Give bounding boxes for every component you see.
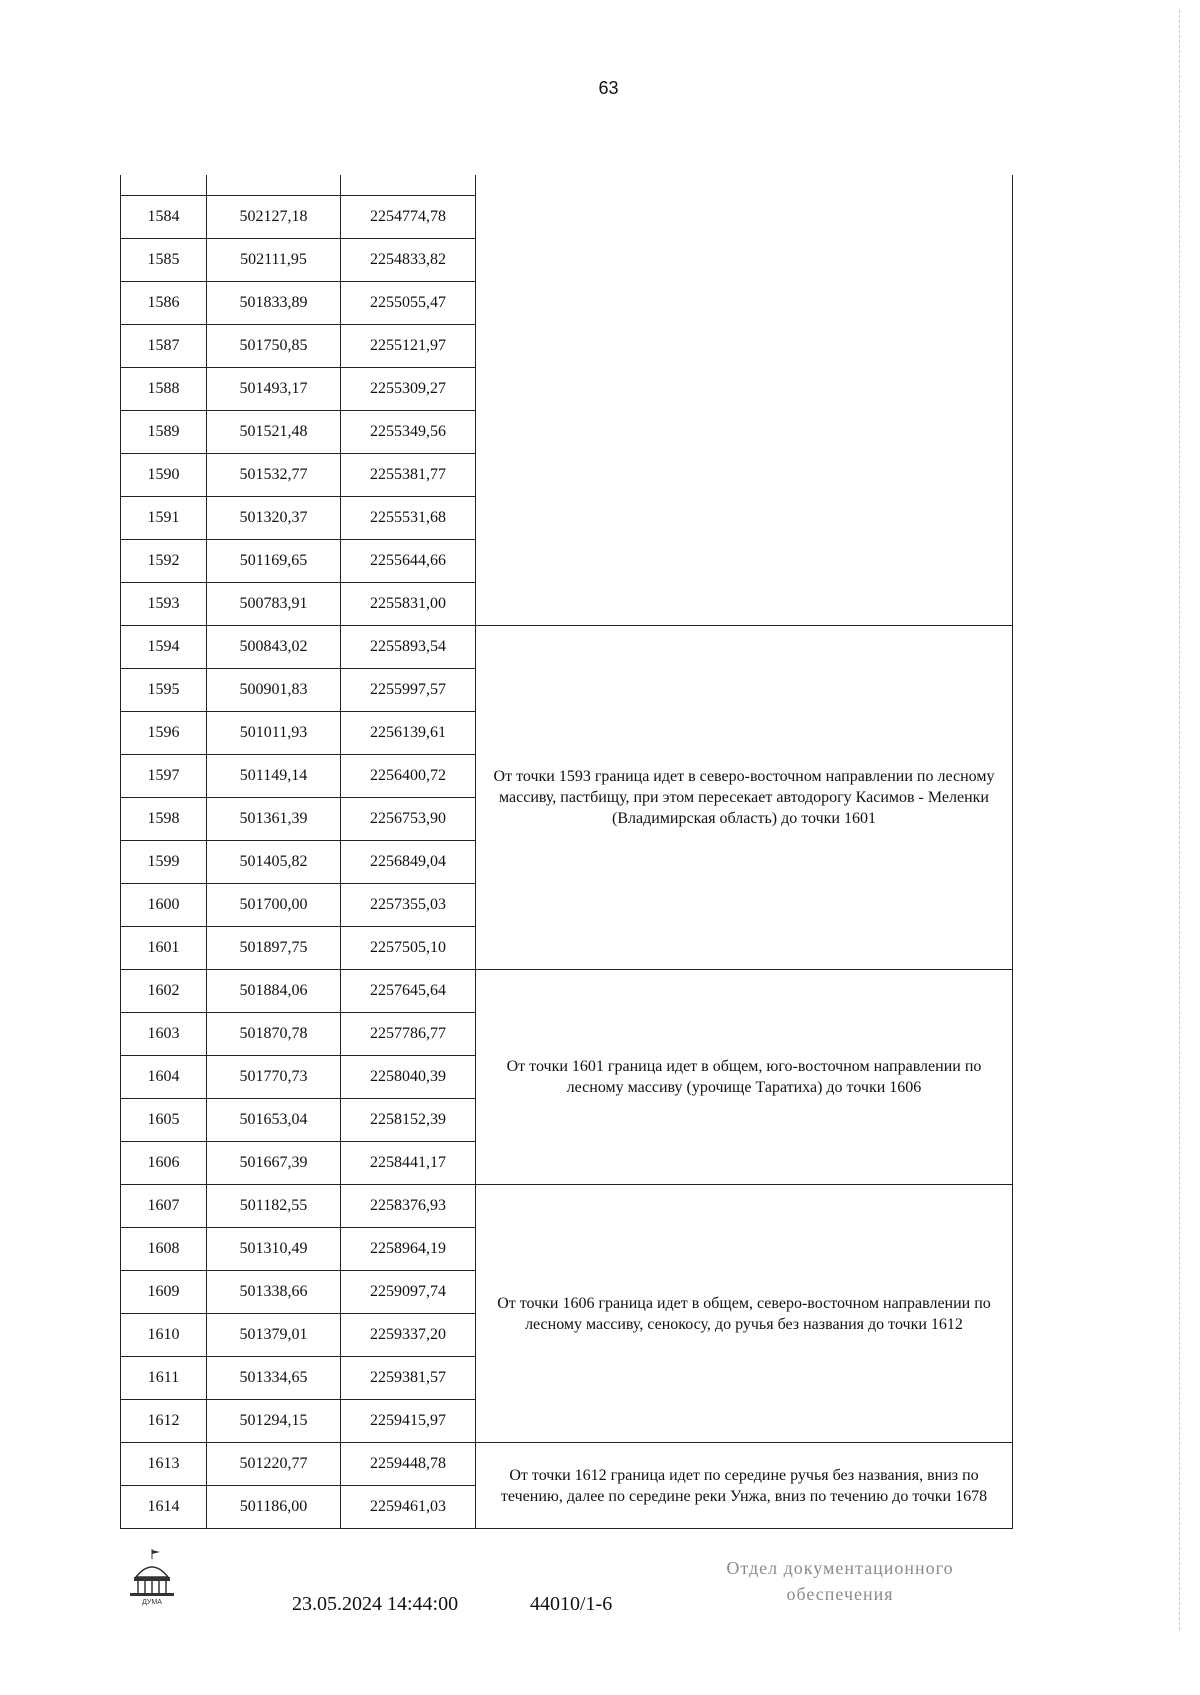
y-coordinate-cell: 2255349,56 [341, 411, 476, 454]
stamp-line: Отдел документационного [726, 1558, 954, 1578]
scan-edge-marks [1179, 10, 1194, 1630]
stamp-line: обеспечения [786, 1584, 894, 1604]
table-header-row [121, 175, 1013, 196]
x-coordinate-cell: 501310,49 [207, 1228, 341, 1271]
boundary-description-cell: От точки 1606 граница идет в общем, северо-восточном направлении по лесному массиву, сенокосу, до ручья без названия до точки 1612 [476, 1185, 1013, 1443]
y-coordinate-cell: 2258040,39 [341, 1056, 476, 1099]
point-number-cell: 1590 [121, 454, 207, 497]
header-cell [121, 175, 207, 196]
x-coordinate-cell: 501833,89 [207, 282, 341, 325]
y-coordinate-cell: 2256139,61 [341, 712, 476, 755]
y-coordinate-cell: 2255309,27 [341, 368, 476, 411]
x-coordinate-cell: 501334,65 [207, 1357, 341, 1400]
table-row [121, 626, 1013, 669]
y-coordinate-cell: 2259415,97 [341, 1400, 476, 1443]
page-number: 63 [598, 78, 619, 98]
point-number-cell: 1597 [121, 755, 207, 798]
table-row [121, 1443, 1013, 1486]
y-coordinate-cell: 2259097,74 [341, 1271, 476, 1314]
x-coordinate-cell: 501750,85 [207, 325, 341, 368]
y-coordinate-cell: 2257645,64 [341, 970, 476, 1013]
footer-timestamp: 23.05.2024 14:44:00 [292, 1593, 459, 1615]
x-coordinate-cell: 501320,37 [207, 497, 341, 540]
x-coordinate-cell: 501220,77 [207, 1443, 341, 1486]
x-coordinate-cell: 501897,75 [207, 927, 341, 970]
x-coordinate-cell: 501700,00 [207, 884, 341, 927]
coordinates-table-wrap [120, 175, 1013, 1529]
header-cell [207, 175, 341, 196]
x-coordinate-cell: 501011,93 [207, 712, 341, 755]
y-coordinate-cell: 2259461,03 [341, 1486, 476, 1529]
x-coordinate-cell: 501521,48 [207, 411, 341, 454]
y-coordinate-cell: 2257786,77 [341, 1013, 476, 1056]
boundary-description-cell: От точки 1593 граница идет в северо-восточном направлении по лесному массиву, пастбищу, при этом пересекает автодорогу Касимов - Меленки (Владимирская область) до точки 1601 [476, 626, 1013, 970]
y-coordinate-cell: 2256400,72 [341, 755, 476, 798]
y-coordinate-cell: 2258376,93 [341, 1185, 476, 1228]
x-coordinate-cell: 501884,06 [207, 970, 341, 1013]
point-number-cell: 1592 [121, 540, 207, 583]
point-number-cell: 1584 [121, 196, 207, 239]
point-number-cell: 1599 [121, 841, 207, 884]
point-number-cell: 1585 [121, 239, 207, 282]
y-coordinate-cell: 2258441,17 [341, 1142, 476, 1185]
x-coordinate-cell: 501379,01 [207, 1314, 341, 1357]
y-coordinate-cell: 2254833,82 [341, 239, 476, 282]
x-coordinate-cell: 501493,17 [207, 368, 341, 411]
department-stamp [690, 1555, 990, 1607]
point-number-cell: 1594 [121, 626, 207, 669]
y-coordinate-cell: 2255893,54 [341, 626, 476, 669]
x-coordinate-cell: 501361,39 [207, 798, 341, 841]
y-coordinate-cell: 2258964,19 [341, 1228, 476, 1271]
y-coordinate-cell: 2255381,77 [341, 454, 476, 497]
logo-text: ДУМА [142, 1599, 162, 1606]
y-coordinate-cell: 2255831,00 [341, 583, 476, 626]
point-number-cell: 1588 [121, 368, 207, 411]
y-coordinate-cell: 2255997,57 [341, 669, 476, 712]
y-coordinate-cell: 2259337,20 [341, 1314, 476, 1357]
point-number-cell: 1600 [121, 884, 207, 927]
point-number-cell: 1611 [121, 1357, 207, 1400]
point-number-cell: 1603 [121, 1013, 207, 1056]
boundary-description-cell: От точки 1612 граница идет по середине ручья без названия, вниз по течению, далее по середине реки Унжа, вниз по течению до точки 1678 [476, 1443, 1013, 1529]
x-coordinate-cell: 501653,04 [207, 1099, 341, 1142]
point-number-cell: 1595 [121, 669, 207, 712]
y-coordinate-cell: 2257355,03 [341, 884, 476, 927]
x-coordinate-cell: 501186,00 [207, 1486, 341, 1529]
footer-doc-number: 44010/1-6 [530, 1593, 613, 1615]
point-number-cell: 1608 [121, 1228, 207, 1271]
point-number-cell: 1613 [121, 1443, 207, 1486]
point-number-cell: 1602 [121, 970, 207, 1013]
point-number-cell: 1610 [121, 1314, 207, 1357]
x-coordinate-cell: 502127,18 [207, 196, 341, 239]
point-number-cell: 1598 [121, 798, 207, 841]
x-coordinate-cell: 501169,65 [207, 540, 341, 583]
point-number-cell: 1604 [121, 1056, 207, 1099]
x-coordinate-cell: 501294,15 [207, 1400, 341, 1443]
x-coordinate-cell: 501770,73 [207, 1056, 341, 1099]
y-coordinate-cell: 2256753,90 [341, 798, 476, 841]
table-row [121, 1185, 1013, 1228]
x-coordinate-cell: 500783,91 [207, 583, 341, 626]
y-coordinate-cell: 2255531,68 [341, 497, 476, 540]
point-number-cell: 1596 [121, 712, 207, 755]
x-coordinate-cell: 500843,02 [207, 626, 341, 669]
x-coordinate-cell: 501405,82 [207, 841, 341, 884]
x-coordinate-cell: 501870,78 [207, 1013, 341, 1056]
point-number-cell: 1586 [121, 282, 207, 325]
point-number-cell: 1589 [121, 411, 207, 454]
coordinates-table [120, 175, 1013, 1529]
point-number-cell: 1614 [121, 1486, 207, 1529]
point-number-cell: 1593 [121, 583, 207, 626]
y-coordinate-cell: 2255055,47 [341, 282, 476, 325]
y-coordinate-cell: 2256849,04 [341, 841, 476, 884]
table-row [121, 196, 1013, 239]
point-number-cell: 1612 [121, 1400, 207, 1443]
y-coordinate-cell: 2254774,78 [341, 196, 476, 239]
x-coordinate-cell: 500901,83 [207, 669, 341, 712]
x-coordinate-cell: 501182,55 [207, 1185, 341, 1228]
point-number-cell: 1601 [121, 927, 207, 970]
duma-logo-icon [122, 1547, 182, 1607]
point-number-cell: 1591 [121, 497, 207, 540]
y-coordinate-cell: 2255644,66 [341, 540, 476, 583]
header-cell [341, 175, 476, 196]
table-row [121, 970, 1013, 1013]
point-number-cell: 1587 [121, 325, 207, 368]
x-coordinate-cell: 501532,77 [207, 454, 341, 497]
y-coordinate-cell: 2259448,78 [341, 1443, 476, 1486]
y-coordinate-cell: 2255121,97 [341, 325, 476, 368]
x-coordinate-cell: 502111,95 [207, 239, 341, 282]
x-coordinate-cell: 501149,14 [207, 755, 341, 798]
x-coordinate-cell: 501338,66 [207, 1271, 341, 1314]
boundary-description-cell [476, 196, 1013, 626]
point-number-cell: 1606 [121, 1142, 207, 1185]
y-coordinate-cell: 2258152,39 [341, 1099, 476, 1142]
header-cell [476, 175, 1013, 196]
y-coordinate-cell: 2257505,10 [341, 927, 476, 970]
point-number-cell: 1605 [121, 1099, 207, 1142]
point-number-cell: 1607 [121, 1185, 207, 1228]
boundary-description-cell: От точки 1601 граница идет в общем, юго-восточном направлении по лесному массиву (урочище Таратиха) до точки 1606 [476, 970, 1013, 1185]
point-number-cell: 1609 [121, 1271, 207, 1314]
y-coordinate-cell: 2259381,57 [341, 1357, 476, 1400]
x-coordinate-cell: 501667,39 [207, 1142, 341, 1185]
